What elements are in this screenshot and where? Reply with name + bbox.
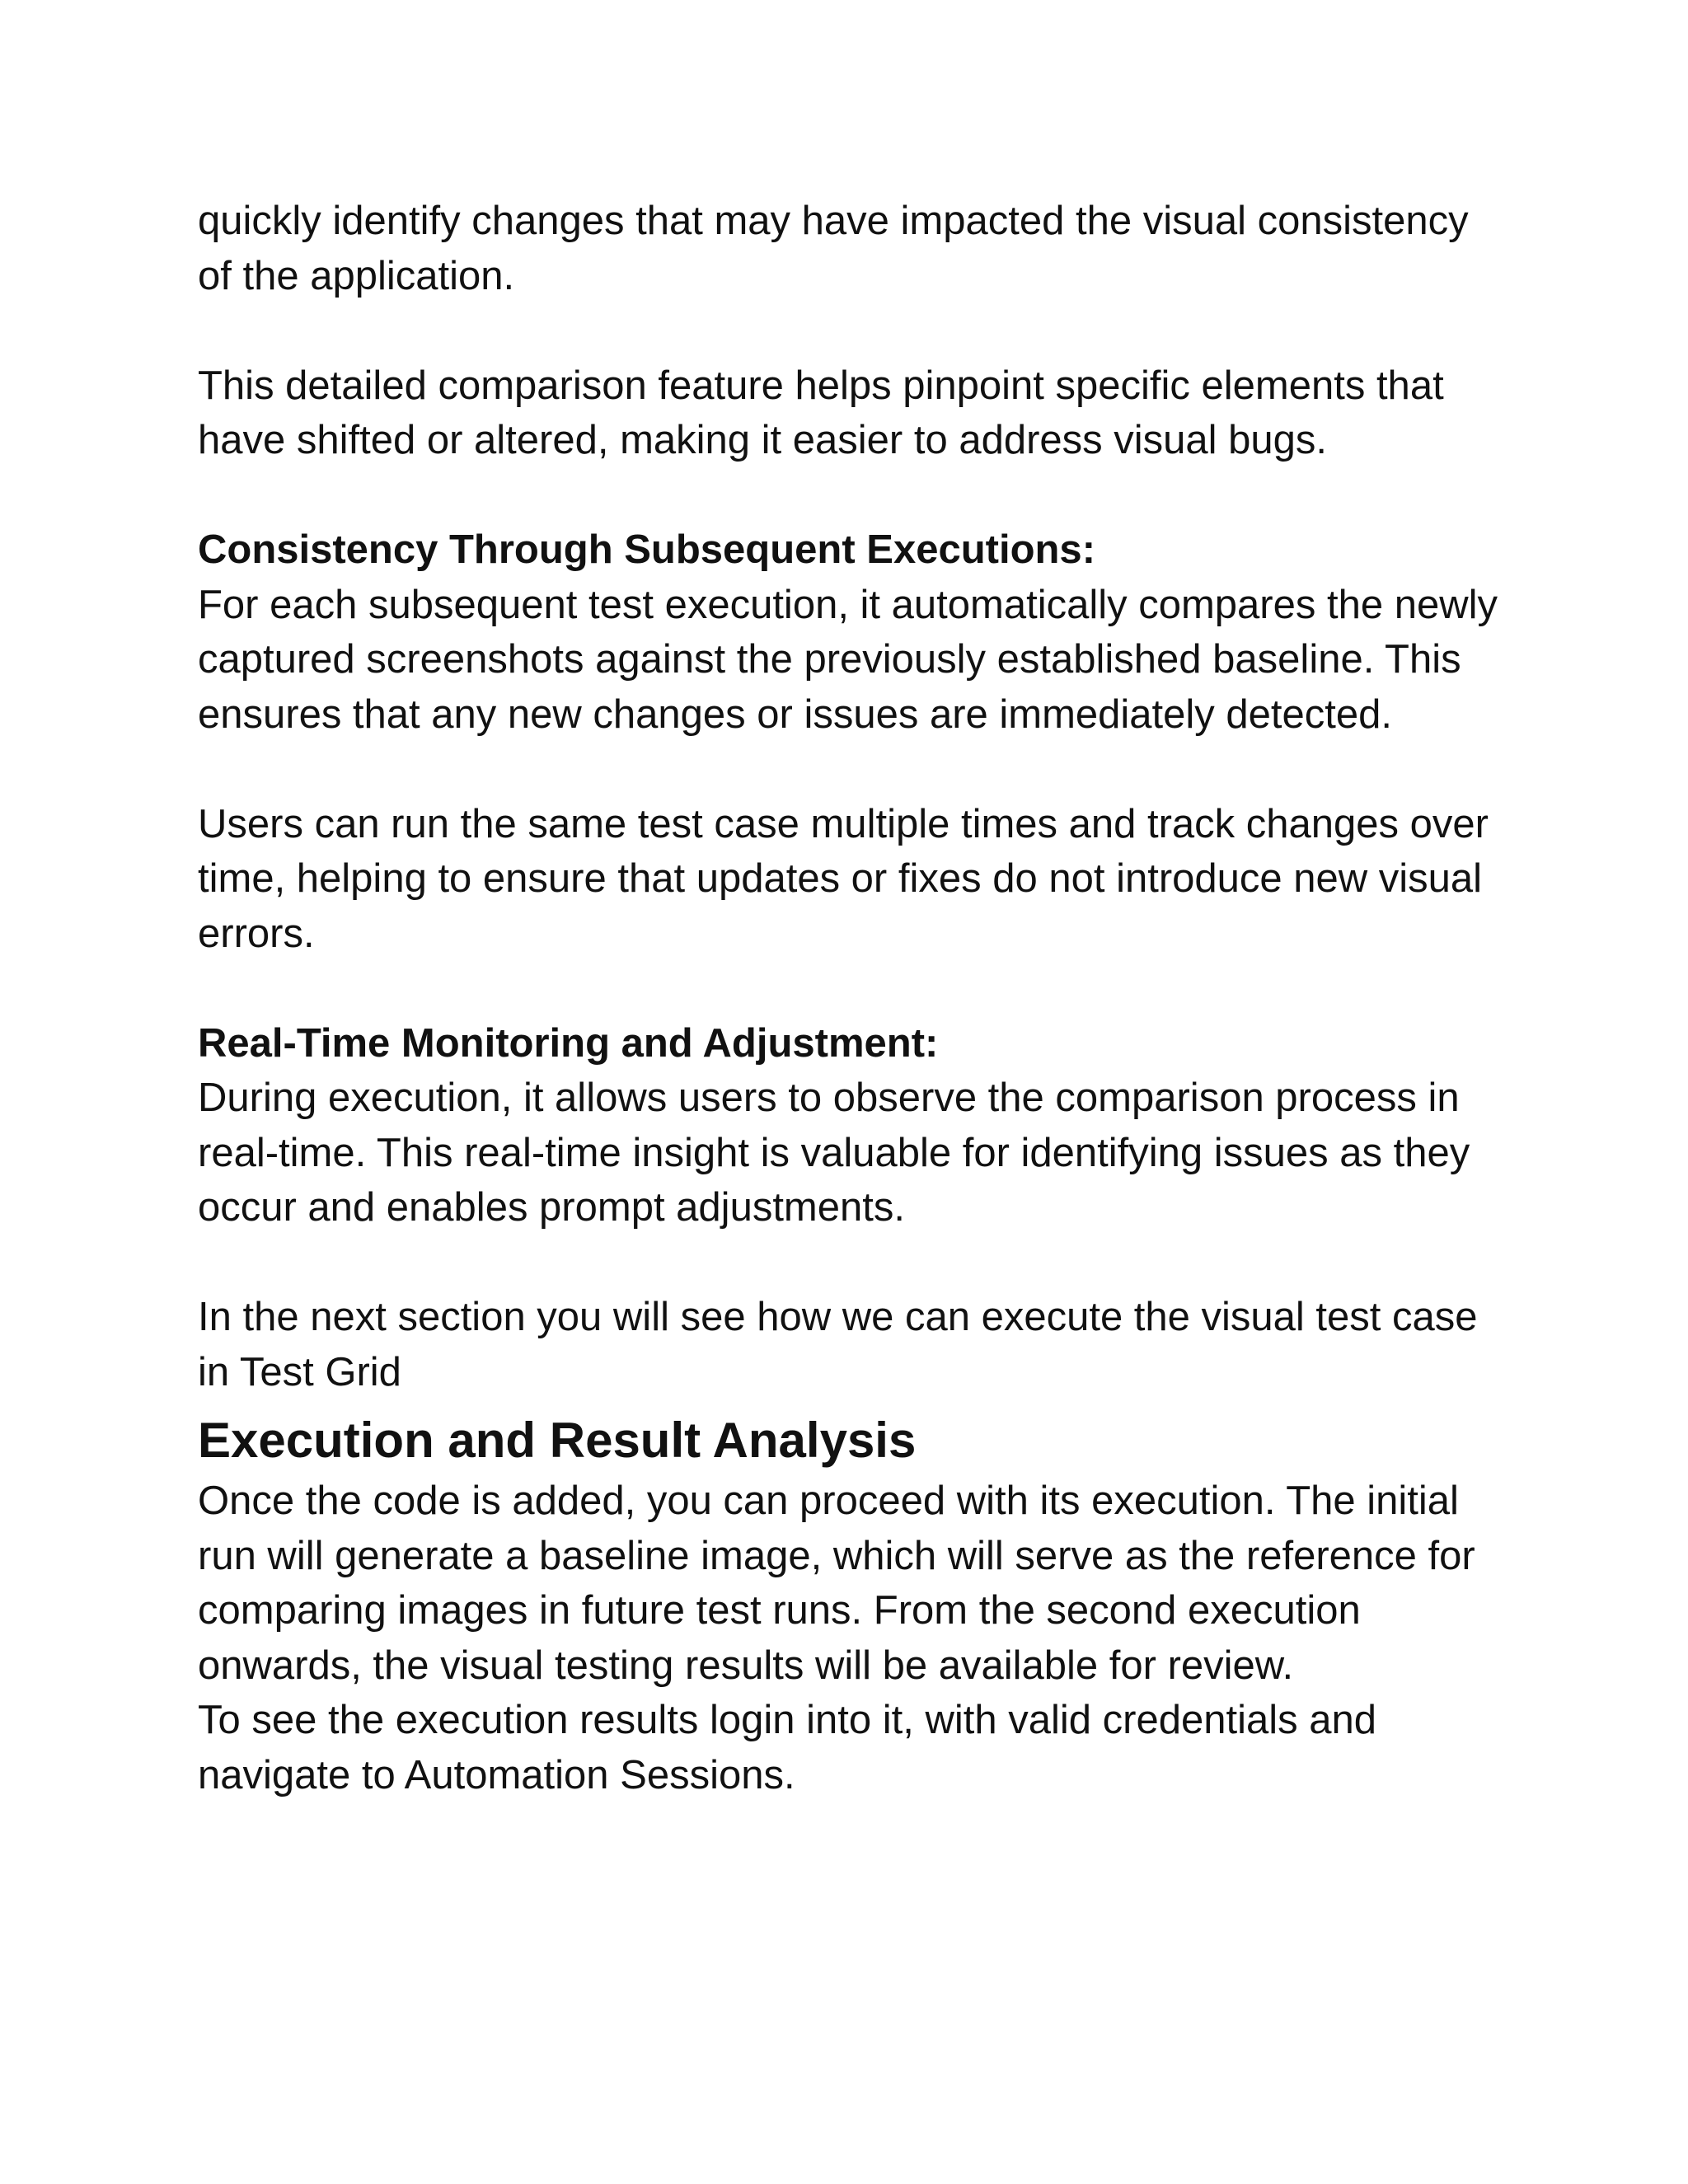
- spacer: [198, 468, 1500, 523]
- spacer: [198, 742, 1500, 797]
- spacer: [198, 303, 1500, 359]
- paragraph-realtime-monitoring: During execution, it allows users to observe the comparison process in real-time. This real-time insight is valuable for identifying issues as they occur and enables prompt adjustments.: [198, 1076, 1470, 1230]
- paragraph-next-section: In the next section you will see how we can execute the visual test case in Test Grid: [198, 1295, 1478, 1394]
- spacer: [198, 961, 1500, 1016]
- spacer: [198, 1235, 1500, 1291]
- document-page: [198, 194, 1500, 1802]
- paragraph-visual-consistency: quickly identify changes that may have impacted the visual consistency of the application.: [198, 199, 1469, 298]
- paragraph-execution-results: To see the execution results login into it, with valid credentials and navigate to Automation Sessions.: [198, 1698, 1376, 1797]
- paragraph-execution-baseline: Once the code is added, you can proceed with its execution. The initial run will generate a baseline image, which will serve as the reference for comparing images in future test runs. From the second execution onwards, the visual testing results will be available for review.: [198, 1479, 1475, 1688]
- paragraph-comparison-feature: This detailed comparison feature helps pinpoint specific elements that have shifted or altered, making it easier to address visual bugs.: [198, 363, 1444, 462]
- paragraph-subsequent-executions: For each subsequent test execution, it automatically compares the newly captured screenshots against the previously established baseline. This ensures that any new changes or issues are immediately detected.: [198, 582, 1498, 737]
- subheading-realtime: Real-Time Monitoring and Adjustment:: [198, 1020, 939, 1066]
- subheading-consistency: Consistency Through Subsequent Executions:: [198, 527, 1096, 572]
- paragraph-track-changes: Users can run the same test case multiple times and track changes over time, helping to ensure that updates or fixes do not introduce new visual errors.: [198, 801, 1489, 956]
- heading-execution-analysis: Execution and Result Analysis: [198, 1413, 917, 1468]
